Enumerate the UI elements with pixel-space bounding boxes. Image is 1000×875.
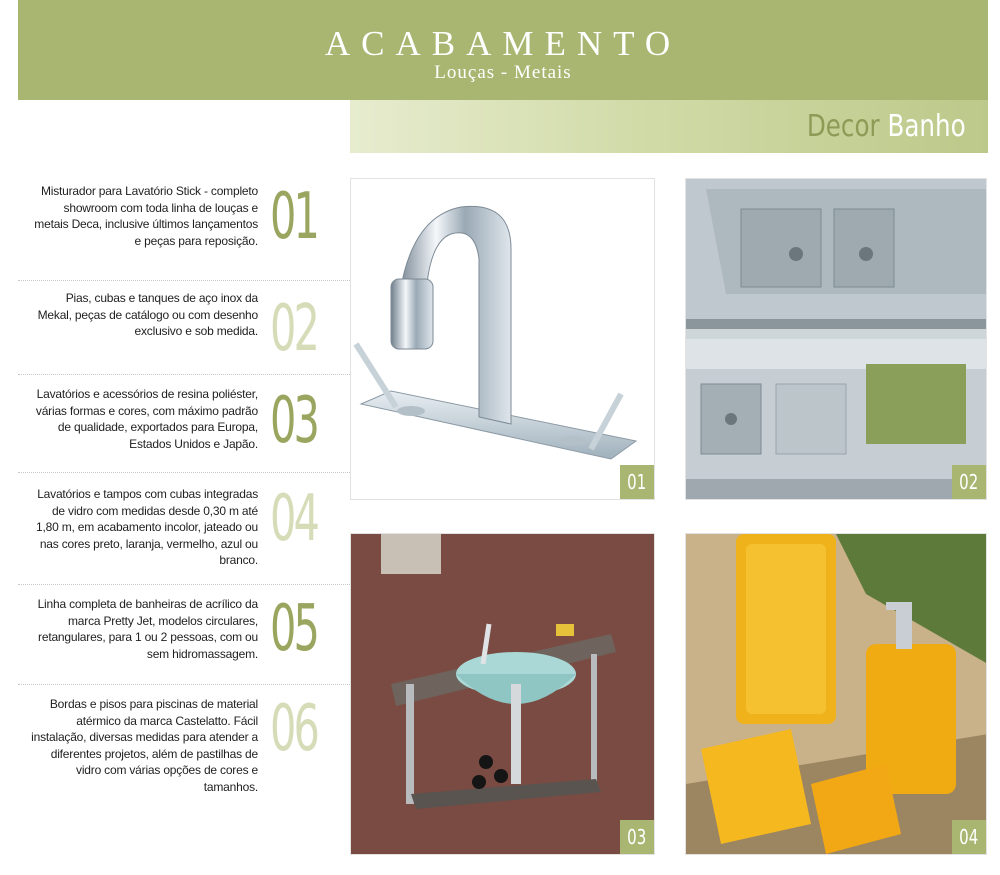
steel-sink-illustration <box>686 179 987 500</box>
divider <box>18 472 350 473</box>
item-text: Pias, cubas e tanques de aço inox da Mekal, peças de catálogo ou com desenho exclusivo e sob medida. <box>37 291 258 338</box>
glass-basin-illustration <box>351 534 655 855</box>
faucet-photo <box>350 178 655 500</box>
divider <box>18 684 350 685</box>
item-text: Lavatórios e acessórios de resina poliéster, várias formas e cores, com máximo padrão de qualidade, exportados para Europa, Estados Unidos e Japão. <box>35 387 258 451</box>
header-banner <box>18 0 988 100</box>
photo-number-badge: 01 <box>620 465 654 499</box>
glass-basin-photo <box>350 533 655 855</box>
item-number: 02 <box>270 292 317 366</box>
page-subtitle: Louças - Metais <box>434 62 572 83</box>
divider <box>18 584 350 585</box>
section-banner <box>350 100 988 153</box>
item-number: 03 <box>270 384 317 458</box>
item-text: Misturador para Lavatório Stick - completo showroom com toda linha de louças e metais Deca, inclusive últimos lançamentos e peças para reposição. <box>34 184 258 248</box>
item-number: 05 <box>270 592 317 666</box>
yellow-accessories-illustration <box>686 534 987 855</box>
divider <box>18 374 350 375</box>
divider <box>18 280 350 281</box>
page-title: ACABAMENTO <box>324 24 682 63</box>
yellow-accessories-photo <box>685 533 987 855</box>
item-text: Bordas e pisos para piscinas de material atérmico da marca Castelatto. Fácil instalação, diversas medidas para atender a diferentes projetos, além de pastilhas de vidro com várias opções de cores e tamanhos. <box>31 697 258 794</box>
item-text: Lavatórios e tampos com cubas integradas de vidro com medidas desde 0,30 m até 1,80 m, em acabamento incolor, jateado ou nas cores preto, laranja, vermelho, azul ou branco. <box>36 487 258 567</box>
section-title-word2: Banho <box>887 109 966 144</box>
section-title-word1: Decor <box>807 109 880 144</box>
faucet-illustration <box>351 179 655 500</box>
steel-sink-photo <box>685 178 987 500</box>
item-text: Linha completa de banheiras de acrílico da marca Pretty Jet, modelos circulares, retangulares, para 1 ou 2 pessoas, com ou sem hidromassagem. <box>37 597 258 661</box>
item-number: 04 <box>270 482 317 556</box>
item-number: 06 <box>270 692 317 766</box>
photo-number-badge: 03 <box>620 820 654 854</box>
photo-number-badge: 04 <box>952 820 986 854</box>
section-title <box>807 108 966 146</box>
item-number: 01 <box>270 180 317 254</box>
photo-number-badge: 02 <box>952 465 986 499</box>
